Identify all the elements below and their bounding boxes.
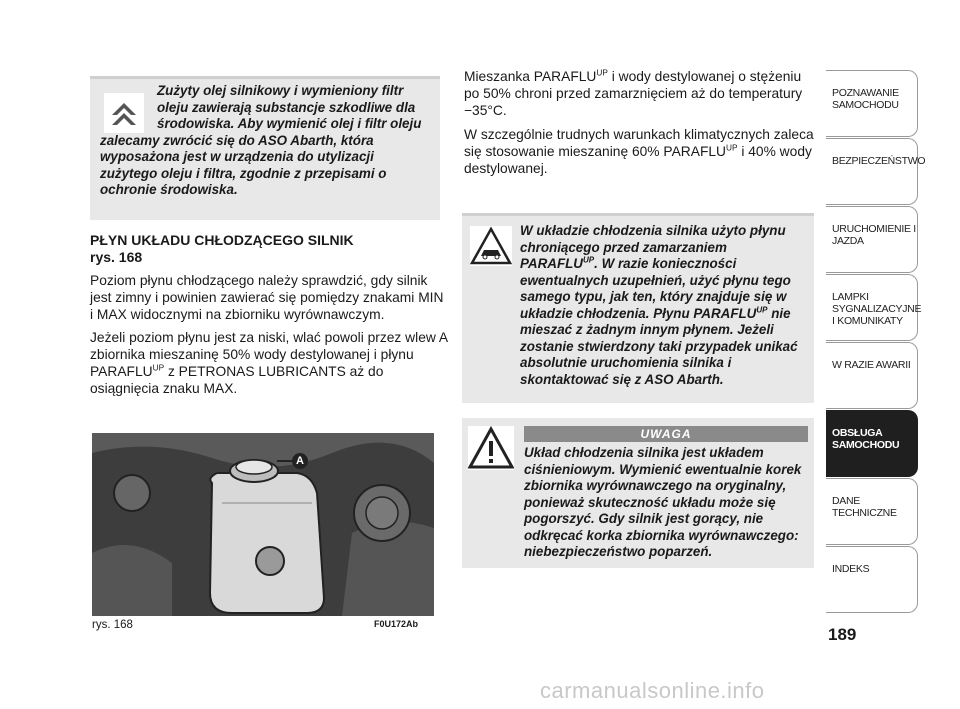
right-column-text: [464, 68, 816, 184]
page-number: 189: [828, 625, 857, 644]
chapter-tabs: [826, 70, 926, 614]
warning-box: [462, 418, 814, 568]
environment-symbol-icon: [104, 93, 144, 133]
right-paragraph-1: Mieszanka $PARAFLU^{UP}$ i wody destylowanej o stężeniu po 50% chroni przed zamarznięciem aż do temperatury −35°C.: [464, 68, 803, 118]
section-paragraph-2: Jeżeli poziom płynu jest za niski, wlać powoli przez wlew A zbiornika mieszaninę 50% wody destylowanej i płynu $PARAFLU^{UP}$ z PETRONAS LUBRICANTS aż do osiągnięcia znaku MAX.: [90, 330, 448, 396]
car-warning-icon: [470, 226, 512, 266]
car-note: [462, 213, 814, 403]
tab-indeks[interactable]: INDEKS: [826, 546, 918, 613]
tab-uruchomienie-i-jazda[interactable]: URUCHOMIENIE I JAZDA: [826, 206, 918, 273]
figure-marker-a: A: [292, 453, 308, 469]
figure-code: F0U172Ab: [373, 619, 418, 629]
warning-text: Układ chłodzenia silnika jest układem ciśnieniowym. Wymienić ewentualnie korek zbiornika wyrównawczego na oryginalny, ponieważ skuteczność układu może się pogorszyć. Gdy silnik jest gorący, nie odkręcać korka zbiornika wyrównawczego: niebezpieczeństwo poparzeń.: [524, 445, 802, 559]
tab-bezpieczenstwo[interactable]: BEZPIECZEŃSTWO: [826, 138, 918, 205]
tab-poznawanie-samochodu[interactable]: POZNAWANIE SAMOCHODU: [826, 70, 918, 137]
environment-note-lead: Zużyty olej silnikowy i wymieniony filtr oleju zawierają substancje szkodliwe dla środowiska. Aby wymienić olej i filtr oleju: [157, 83, 422, 131]
car-note-lead: W układzie chłodzenia silnika użyto płynu chroniącego przed zamarzaniem $PARAFLU^{UP}$. W razie konieczności ewentualnych uzupełnień, użyć płynu tego samego typu, jak ten, który znajduje się w układzie chłodzenia. Płynu $PARAFLU^{UP}$ nie mieszać z żadnym innym płynem. Jeżeli zostanie stwierdzony taki przypadek unikać absolutnie uruchomienia silnika i skontaktować się z ASO Abarth.: [520, 223, 798, 387]
section-paragraph-1: Poziom płynu chłodzącego należy sprawdzić, gdy silnik jest zimny i powinien zawierać się pomiędzy znakami MIN i MAX widocznymi na zbiorniku wyrównawczym.: [90, 273, 444, 322]
environment-note: [90, 76, 440, 220]
tab-obsluga-samochodu[interactable]: OBSŁUGA SAMOCHODU: [826, 410, 918, 477]
tab-dane-techniczne[interactable]: DANE TECHNICZNE: [826, 478, 918, 545]
right-paragraph-2: W szczególnie trudnych warunkach klimatycznych zaleca się stosowanie mieszaninę 60% $PARAFLU^{UP}$ i 40% wody destylowanej.: [464, 127, 814, 176]
warning-triangle-icon: [468, 426, 514, 470]
tab-lampki-sygnalizacyjne[interactable]: LAMPKI SYGNALIZACYJNE I KOMUNIKATY: [826, 274, 918, 341]
tab-w-razie-awarii[interactable]: W RAZIE AWARII: [826, 342, 918, 409]
engine-figure: [92, 433, 434, 616]
section-heading: PŁYN UKŁADU CHŁODZĄCEGO SILNIK rys. 168: [90, 232, 354, 265]
coolant-section: [90, 232, 450, 397]
environment-note-rest: zalecamy zwrócić się do ASO Abarth, która wyposażona jest w urządzenia do utylizacji zużytego oleju i filtra, zgodnie z przepisami o ochronie środowiska.: [100, 132, 387, 197]
figure-caption-text: rys. 168: [92, 619, 133, 631]
watermark: carmanualsonline.info: [540, 678, 765, 703]
expansion-tank-illustration: [92, 433, 434, 616]
warning-header: UWAGA: [524, 426, 808, 442]
figure-caption: [92, 619, 434, 631]
